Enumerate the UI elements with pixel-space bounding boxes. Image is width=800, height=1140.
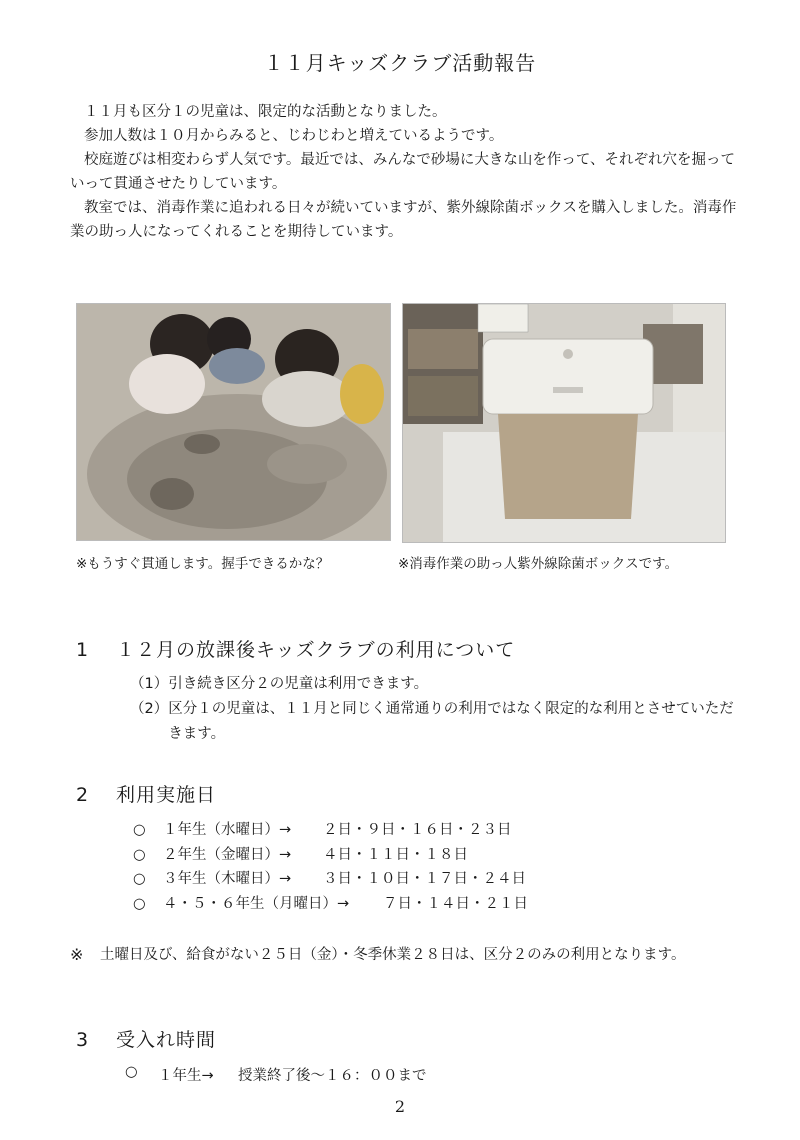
grade-label: １年生→ bbox=[158, 1068, 214, 1084]
section-title: 利用実施日 bbox=[116, 784, 217, 806]
item-text: 引き続き区分２の児童は利用できます。 bbox=[168, 676, 429, 692]
section-1-heading bbox=[76, 635, 515, 662]
grade-label: １年生（水曜日）→ bbox=[163, 822, 292, 838]
item-number: （1） bbox=[130, 676, 169, 692]
sandpit-caption: ※もうすぐ貫通します。握手できるかな？ bbox=[76, 556, 330, 572]
section-3-heading bbox=[76, 1025, 216, 1052]
schedule-list bbox=[133, 818, 528, 916]
schedule-days: ４日・１１日・１８日 bbox=[323, 846, 468, 863]
uv-box-photo bbox=[402, 303, 726, 543]
schedule-row bbox=[133, 892, 528, 917]
grade-label: ４・５・６年生（月曜日）→ bbox=[163, 895, 350, 912]
intro-paragraphs bbox=[70, 100, 740, 244]
circle-bullet: ○ bbox=[133, 895, 146, 912]
page-number: 2 bbox=[394, 1097, 406, 1116]
grade-label: ３年生（木曜日）→ bbox=[163, 871, 292, 887]
circle-bullet: ○ bbox=[133, 822, 146, 838]
schedule-row bbox=[133, 867, 528, 892]
section-title: １２月の放課後キッズクラブの利用について bbox=[116, 639, 516, 661]
note-text: 土曜日及び、給食がない２５日（金）・冬季休業２８日は、区分２のみの利用となります。 bbox=[100, 947, 686, 963]
circle-bullet: ○ bbox=[125, 1064, 138, 1080]
list-item bbox=[130, 697, 740, 747]
schedule-days: ２日・９日・１６日・２３日 bbox=[323, 822, 512, 838]
section-2-heading bbox=[76, 780, 216, 807]
item-number: （2） bbox=[130, 701, 169, 717]
intro-line: 参加人数は１０月からみると、じわじわと増えているようです。 bbox=[84, 128, 504, 144]
reception-time: 授業終了後～１６：００まで bbox=[238, 1068, 427, 1084]
uv-box-caption: ※消毒作業の助っ人紫外線除菌ボックスです。 bbox=[398, 556, 679, 572]
section-title: 受入れ時間 bbox=[116, 1029, 217, 1051]
intro-line: 教室では、消毒作業に追われる日々が続いていますが、紫外線除菌ボックスを購入しました。消毒作業の助っ人になってくれることを期待しています。 bbox=[70, 200, 737, 240]
schedule-days: ３日・１０日・１７日・２４日 bbox=[323, 871, 526, 887]
schedule-row bbox=[133, 818, 528, 843]
note-mark: ※ bbox=[70, 945, 84, 964]
section-number: 1 bbox=[76, 639, 90, 661]
circle-bullet: ○ bbox=[133, 846, 146, 863]
intro-line: １１月も区分１の児童は、限定的な活動となりました。 bbox=[84, 104, 447, 120]
circle-bullet: ○ bbox=[133, 871, 146, 887]
section-number: 3 bbox=[76, 1029, 90, 1051]
section-1-list bbox=[130, 672, 740, 747]
section-number: 2 bbox=[76, 784, 90, 806]
item-text: 区分１の児童は、１１月と同じく通常通りの利用ではなく限定的な利用とさせていただきます。 bbox=[168, 701, 734, 742]
reception-row bbox=[125, 1064, 427, 1085]
grade-label: ２年生（金曜日）→ bbox=[163, 846, 292, 863]
schedule-days: ７日・１４日・２１日 bbox=[383, 895, 528, 912]
intro-line: 校庭遊びは相変わらず人気です。最近では、みんなで砂場に大きな山を作って、それぞれ穴を掘っていって貫通させたりしています。 bbox=[70, 152, 736, 192]
schedule-row bbox=[133, 843, 528, 868]
schedule-note bbox=[70, 942, 730, 968]
page-title: １１月キッズクラブ活動報告 bbox=[263, 51, 537, 75]
sandpit-photo bbox=[76, 303, 391, 541]
list-item bbox=[130, 672, 740, 697]
